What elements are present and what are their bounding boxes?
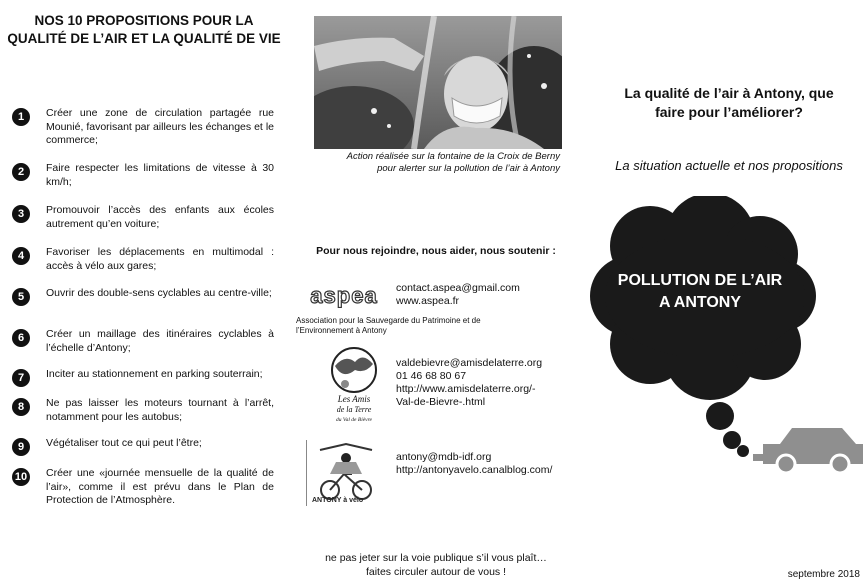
propositions-title xyxy=(0,12,288,48)
amis-phone: 01 46 68 80 67 xyxy=(396,370,467,382)
number-badge: 7 xyxy=(12,369,30,387)
caption-line-1: Action réalisée sur la fontaine de la Croix de Berny xyxy=(346,151,560,162)
proposition-text: Végétaliser tout ce qui peut l’être; xyxy=(46,437,202,449)
question-line-2: faire pour l’améliorer? xyxy=(655,104,803,120)
amis-contact xyxy=(396,357,542,409)
fountain-statue-photo xyxy=(314,16,562,149)
join-title: Pour nous rejoindre, nous aider, nous soutenir : xyxy=(316,245,556,257)
aspea-contact xyxy=(396,282,520,308)
antony-a-velo-logo xyxy=(306,440,386,506)
proposition-text: Inciter au stationnement en parking souterrain; xyxy=(46,368,263,380)
footer-note xyxy=(300,551,572,579)
proposition-text: Créer une «journée mensuelle de la qualité de l’air», comme il est prévu dans le Plan de Protection de l’Atmosphère. xyxy=(46,467,274,506)
cloud-title-line-2: A ANTONY xyxy=(658,294,742,311)
number-badge: 1 xyxy=(12,108,30,126)
aspea-website[interactable]: www.aspea.fr xyxy=(396,295,460,307)
velo-website[interactable]: http://antonyavelo.canalblog.com/ xyxy=(396,464,553,476)
amis-website-line-1[interactable]: http://www.amisdelaterre.org/- xyxy=(396,383,536,395)
aspea-desc-line-2: l’Environnement à Antony xyxy=(296,326,387,335)
caption-line-2: pour alerter sur la pollution de l’air à Antony xyxy=(377,163,560,174)
proposition-6 xyxy=(12,328,274,355)
smoke-cloud-and-car-icon xyxy=(580,196,866,476)
proposition-10 xyxy=(12,467,274,508)
title-line-1: NOS 10 PROPOSITIONS POUR LA xyxy=(34,13,254,28)
proposition-text: Créer un maillage des itinéraires cyclables à l’échelle d’Antony; xyxy=(46,328,274,354)
date: septembre 2018 xyxy=(787,569,860,580)
amis-website-line-2[interactable]: Val-de-Bievre-.html xyxy=(396,396,486,408)
aspea-description xyxy=(296,316,526,336)
subtitle: La situation actuelle et nos propositions xyxy=(615,158,843,173)
proposition-1 xyxy=(12,107,274,148)
proposition-8 xyxy=(12,397,274,424)
number-badge: 9 xyxy=(12,438,30,456)
footer-line-2: faites circuler autour de vous ! xyxy=(365,566,507,578)
number-badge: 6 xyxy=(12,329,30,347)
aspea-logo-graphic xyxy=(296,282,392,308)
proposition-2 xyxy=(12,162,274,189)
aspea-email[interactable]: contact.aspea@gmail.com xyxy=(396,282,520,294)
earth-globe-icon xyxy=(325,344,383,426)
photo-caption xyxy=(314,151,560,175)
footer-line-1: ne pas jeter sur la voie publique s’il vous plaît… xyxy=(325,552,547,564)
proposition-text: Promouvoir l’accès des enfants aux écoles autrement qu’en voiture; xyxy=(46,204,274,230)
pollution-cloud-illustration xyxy=(580,196,866,476)
number-badge: 2 xyxy=(12,163,30,181)
proposition-3 xyxy=(12,204,274,231)
cloud-title xyxy=(594,270,806,314)
velo-logo-text: ANTONY à vélo xyxy=(312,497,364,504)
number-badge: 8 xyxy=(12,398,30,416)
proposition-text: Créer une zone de circulation partagée rue Mounié, favorisant par ailleurs les échanges et le commerce; xyxy=(46,107,274,146)
number-badge: 3 xyxy=(12,205,30,223)
amis-email[interactable]: valdebievre@amisdelaterre.org xyxy=(396,357,543,369)
statue-with-mask-image xyxy=(314,16,562,149)
amis-de-la-terre-logo xyxy=(325,344,383,426)
car-icon xyxy=(753,428,863,473)
amis-logo-line-2: de la Terre xyxy=(336,405,372,414)
proposition-text: Ne pas laisser les moteurs tournant à l’arrêt, notamment pour les autobus; xyxy=(46,397,274,423)
main-question xyxy=(596,84,862,122)
title-line-2: QUALITÉ DE L’AIR ET LA QUALITÉ DE VIE xyxy=(7,31,281,46)
amis-logo-line-1: Les Amis xyxy=(337,394,371,404)
proposition-text: Favoriser les déplacements en multimodal : accès à vélo aux gares; xyxy=(46,246,274,272)
number-badge: 4 xyxy=(12,247,30,265)
aspea-desc-line-1: Association pour la Sauvegarde du Patrimoine et de xyxy=(296,316,481,325)
proposition-7 xyxy=(12,368,274,387)
proposition-5 xyxy=(12,287,274,306)
amis-logo-line-3: du Val de Bièvre xyxy=(336,417,372,423)
aspea-logo xyxy=(296,282,392,308)
number-badge: 5 xyxy=(12,288,30,306)
bicycle-logo-icon xyxy=(306,440,386,506)
proposition-4 xyxy=(12,246,274,273)
velo-email[interactable]: antony@mdb-idf.org xyxy=(396,451,492,463)
velo-contact xyxy=(396,451,552,477)
proposition-text: Faire respecter les limitations de vitesse à 30 km/h; xyxy=(46,162,274,188)
proposition-text: Ouvrir des double-sens cyclables au centre-ville; xyxy=(46,287,272,299)
number-badge: 10 xyxy=(12,468,30,486)
question-line-1: La qualité de l’air à Antony, que xyxy=(624,85,834,101)
cloud-title-line-1: POLLUTION DE L’AIR xyxy=(617,272,783,289)
proposition-9 xyxy=(12,437,274,456)
aspea-logo-text: aspea xyxy=(310,283,378,308)
